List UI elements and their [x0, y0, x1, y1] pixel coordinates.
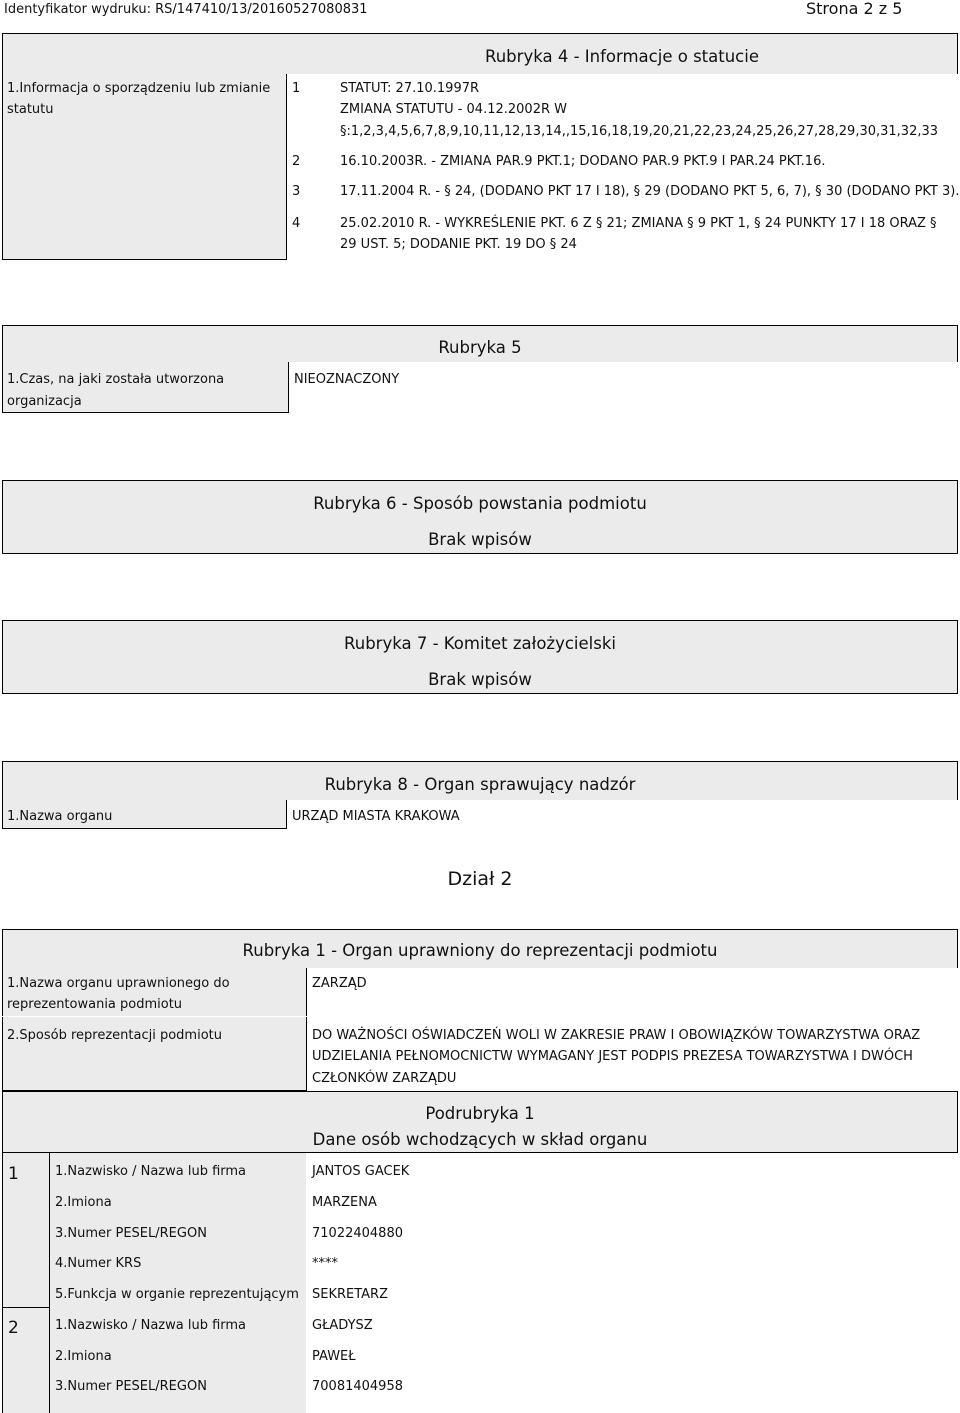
- person-field-value: 71022404880: [312, 1226, 403, 1241]
- rubryka5-label-line1: 1.Czas, na jaki została utworzona: [7, 372, 225, 387]
- representation-text: UDZIELANIA PEŁNOMOCNICTW WYMAGANY JEST PODPIS PREZESA TOWARZYSTWA I DWÓCH: [312, 1049, 913, 1064]
- statute-entry-text: STATUT: 27.10.1997R: [340, 81, 480, 96]
- person-field-value: GŁADYSZ: [312, 1318, 373, 1333]
- statute-entry-text: 16.10.2003R. - ZMIANA PAR.9 PKT.1; DODANO PAR.9 PKT.9 I PAR.24 PKT.16.: [340, 154, 826, 169]
- rubryka7-value: Brak wpisów: [428, 670, 532, 689]
- rubryka4-label-line1: 1.Informacja o sporządzeniu lub zmianie: [7, 81, 271, 96]
- person-field-label: 1.Nazwisko / Nazwa lub firma: [55, 1318, 247, 1333]
- d2-rubryka1-title: Rubryka 1 - Organ uprawniony do reprezentacji podmiotu: [242, 941, 718, 960]
- organ-name-label-line2: reprezentowania podmiotu: [7, 997, 183, 1012]
- dzial2-title: Dział 2: [447, 868, 513, 890]
- person-field-label: 3.Numer PESEL/REGON: [55, 1379, 207, 1394]
- person-field-value: 70081404958: [312, 1379, 403, 1394]
- page-number: Strona 2 z 5: [806, 0, 903, 18]
- statute-entry-num: 4: [292, 216, 301, 231]
- person-field-value: SEKRETARZ: [312, 1287, 389, 1302]
- person-field-value: ****: [312, 1256, 338, 1271]
- representation-text: CZŁONKÓW ZARZĄDU: [312, 1071, 457, 1086]
- podrubryka1-title: Podrubryka 1: [425, 1104, 535, 1123]
- statute-entry-num: 2: [292, 154, 301, 169]
- person-number: 2: [8, 1318, 19, 1338]
- print-identifier: Identyfikator wydruku: RS/147410/13/20160527080831: [4, 2, 368, 17]
- rubryka5-value: NIEOZNACZONY: [294, 372, 400, 387]
- rubryka8-value: URZĄD MIASTA KRAKOWA: [292, 809, 460, 824]
- person-field-label: 2.Imiona: [55, 1195, 112, 1210]
- person-field-label: 3.Numer PESEL/REGON: [55, 1226, 207, 1241]
- rubryka4-label-line2: statutu: [7, 102, 54, 117]
- rubryka5-title: Rubryka 5: [438, 338, 522, 357]
- person-num-column: [2, 1153, 50, 1413]
- organ-name-value: ZARZĄD: [312, 976, 367, 991]
- rubryka8-title: Rubryka 8 - Organ sprawujący nadzór: [324, 775, 636, 794]
- organ-name-label-line1: 1.Nazwa organu uprawnionego do: [7, 976, 230, 991]
- statute-entry-num: 3: [292, 184, 301, 199]
- person-field-label: 5.Funkcja w organie reprezentującym: [55, 1287, 299, 1302]
- person-field-label: 4.Numer KRS: [55, 1256, 142, 1271]
- rubryka5-label-line2: organizacja: [7, 394, 82, 409]
- statute-entry-text: ZMIANA STATUTU - 04.12.2002R W: [340, 102, 567, 117]
- rubryka8-label: 1.Nazwa organu: [7, 809, 113, 824]
- representation-label: 2.Sposób reprezentacji podmiotu: [7, 1028, 222, 1043]
- person-field-label: 1.Nazwisko / Nazwa lub firma: [55, 1164, 247, 1179]
- person-field-label: 2.Imiona: [55, 1349, 112, 1364]
- person-label-column: [50, 1153, 306, 1413]
- statute-entry-text: 25.02.2010 R. - WYKREŚLENIE PKT. 6 Z § 21; ZMIANA § 9 PKT 1, § 24 PUNKTY 17 I 18 ORAZ §: [340, 216, 937, 231]
- person-field-value: JANTOS GACEK: [312, 1164, 410, 1179]
- rubryka6-title: Rubryka 6 - Sposób powstania podmiotu: [313, 494, 647, 513]
- person-field-value: MARZENA: [312, 1195, 377, 1210]
- statute-entry-text: §:1,2,3,4,5,6,7,8,9,10,11,12,13,14,,15,16,18,19,20,21,22,23,24,25,26,27,28,29,30,31,32,33: [340, 124, 939, 139]
- statute-entry-text: 17.11.2004 R. - § 24, (DODANO PKT 17 I 18), § 29 (DODANO PKT 5, 6, 7), § 30 (DODANO PKT 3).: [340, 184, 960, 199]
- person-field-value: PAWEŁ: [312, 1349, 356, 1364]
- statute-entry-num: 1: [292, 81, 301, 96]
- statute-entry-text: 29 UST. 5; DODANIE PKT. 19 DO § 24: [340, 237, 577, 252]
- rubryka4-title: Rubryka 4 - Informacje o statucie: [485, 47, 759, 66]
- person-number: 1: [8, 1164, 19, 1184]
- representation-text: DO WAŻNOŚCI OŚWIADCZEŃ WOLI W ZAKRESIE PRAW I OBOWIĄZKÓW TOWARZYSTWA ORAZ: [312, 1028, 921, 1043]
- podrubryka1-subtitle: Dane osób wchodzących w skład organu: [312, 1130, 648, 1149]
- rubryka7-title: Rubryka 7 - Komitet założycielski: [344, 634, 616, 653]
- rubryka6-value: Brak wpisów: [428, 530, 532, 549]
